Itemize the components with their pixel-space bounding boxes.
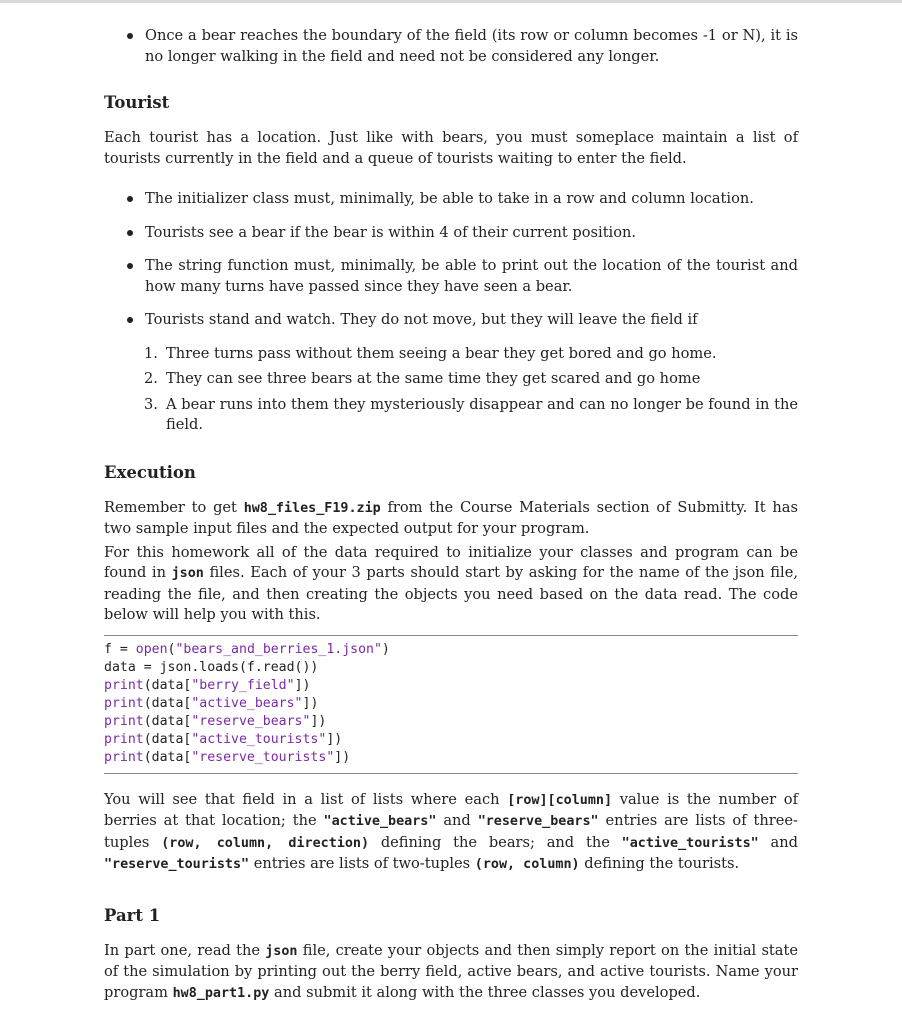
bullet-icon (127, 196, 133, 202)
item-number: 3. (144, 395, 158, 413)
list-item-text: A bear runs into them they mysteriously disappear and can no longer be found in the field. (166, 395, 798, 433)
list-item (104, 256, 798, 297)
list-item (104, 344, 798, 365)
text-run: value is the number of berries at that location; the (104, 790, 798, 829)
text-run: and (436, 812, 478, 829)
paragraph (104, 498, 798, 540)
text-run: entries are lists of three-tuples (104, 812, 798, 851)
code-block (104, 635, 798, 774)
code-token: open (135, 641, 168, 657)
code-term: "reserve_bears" (477, 814, 599, 829)
code-term: json (265, 943, 298, 959)
code-term: (row, column, direction) (161, 835, 370, 851)
code-line: print(data["reserve_tourists"]) (104, 749, 351, 765)
code-term: "reserve_tourists" (104, 857, 250, 872)
list-item-text: Once a bear reaches the boundary of the field (its row or column becomes -1 or N), it is no longer walking in the field and need not be considered any longer. (145, 27, 798, 65)
list-item (104, 395, 798, 436)
top-border (0, 0, 902, 3)
code-term: (row, column) (474, 857, 580, 872)
filename: hw8_files_F19.zip (243, 500, 381, 516)
code-token: print (104, 695, 144, 711)
text-run: and submit it along with the three classes you developed. (269, 983, 701, 1001)
section-heading-tourist: Tourist (104, 93, 170, 112)
text-run: file, create your objects and then simply report on the initial state of the simulation by printing out the berry field, active bears, and active tourists. Name your program (104, 941, 798, 1001)
code-token: f = (104, 641, 136, 657)
code-line (104, 641, 798, 659)
code-term: "active_tourists" (621, 835, 759, 851)
code-line: print(data["active_bears"]) (104, 695, 319, 711)
item-number: 2. (144, 370, 158, 387)
code-token: print (104, 731, 144, 747)
list-item-text: Tourists see a bear if the bear is within 4 of their current position. (145, 223, 637, 241)
text-run: You will see that field in a list of lists where each (104, 790, 508, 808)
list-item-text: The string function must, minimally, be able to print out the location of the tourist and how many turns have passed since they have seen a bear. (145, 257, 798, 295)
text-run: from the Course Materials section of Submitty. It has two sample input files and the expected output for your program. (104, 498, 798, 537)
code-token: "active_bears" (191, 695, 303, 711)
paragraph (104, 941, 798, 1005)
list-item (104, 26, 798, 67)
code-token: print (104, 749, 144, 765)
code-token: ) (381, 641, 390, 657)
text-run: entries are lists of two-tuples (249, 855, 475, 872)
code-line: print(data["reserve_bears"]) (104, 713, 327, 729)
text-run: defining the tourists. (579, 855, 740, 872)
paragraph (104, 543, 798, 626)
code-token: print (104, 713, 144, 729)
code-term: [row][column] (507, 792, 613, 808)
section-heading-execution: Execution (104, 462, 196, 482)
list-item-text: Three turns pass without them seeing a bear they get bored and go home. (166, 344, 717, 362)
code-line: print(data["berry_field"]) (104, 677, 311, 693)
code-token: "bears_and_berries_1.json" (175, 641, 382, 657)
list-item (104, 223, 798, 244)
item-number: 1. (144, 344, 158, 362)
bear-rules-list (104, 26, 798, 67)
code-token: ( (167, 641, 176, 657)
text-run: files. Each of your 3 parts should start by asking for the name of the json file, reading the file, and then creating the objects you need based on the data read. The code below will help you with this. (104, 564, 798, 623)
code-token: print (104, 677, 144, 693)
list-item-text: The initializer class must, minimally, be able to take in a row and column location. (145, 190, 754, 207)
paragraph (104, 790, 798, 876)
tourist-rules-list (104, 189, 798, 331)
list-item (104, 189, 798, 210)
code-line: print(data["active_tourists"]) (104, 731, 343, 747)
bullet-icon (127, 263, 133, 269)
code-term: json (171, 566, 204, 581)
bullet-icon (127, 317, 133, 323)
filename: hw8_part1.py (172, 985, 270, 1001)
code-line: data = json.loads(f.read()) (104, 659, 319, 675)
text-run: In part one, read the (104, 941, 266, 959)
text-run: and (758, 833, 798, 851)
document-page (104, 26, 798, 1004)
text-run: Remember to get (104, 498, 244, 516)
text-run: For this homework all of the data required to initialize your classes and program can be found in (104, 543, 798, 581)
leave-conditions-list (104, 344, 798, 436)
code-token: "berry_field" (191, 677, 295, 693)
text-run: defining the bears; and the (369, 833, 622, 851)
list-item-text: They can see three bears at the same time they get scared and go home (166, 370, 701, 387)
code-token: "reserve_tourists" (191, 749, 335, 765)
bullet-icon (127, 33, 133, 39)
list-item (104, 369, 798, 390)
bullet-icon (127, 230, 133, 236)
section-heading-part1: Part 1 (104, 905, 161, 925)
list-item (104, 310, 798, 331)
list-item-text: Tourists stand and watch. They do not move, but they will leave the field if (145, 311, 698, 328)
code-token: "active_tourists" (191, 731, 327, 747)
code-term: "active_bears" (323, 814, 437, 829)
code-token: "reserve_bears" (191, 713, 311, 729)
paragraph: Each tourist has a location. Just like with bears, you must someplace maintain a list of tourists currently in the field and a queue of tourists waiting to enter the field. (104, 129, 798, 167)
